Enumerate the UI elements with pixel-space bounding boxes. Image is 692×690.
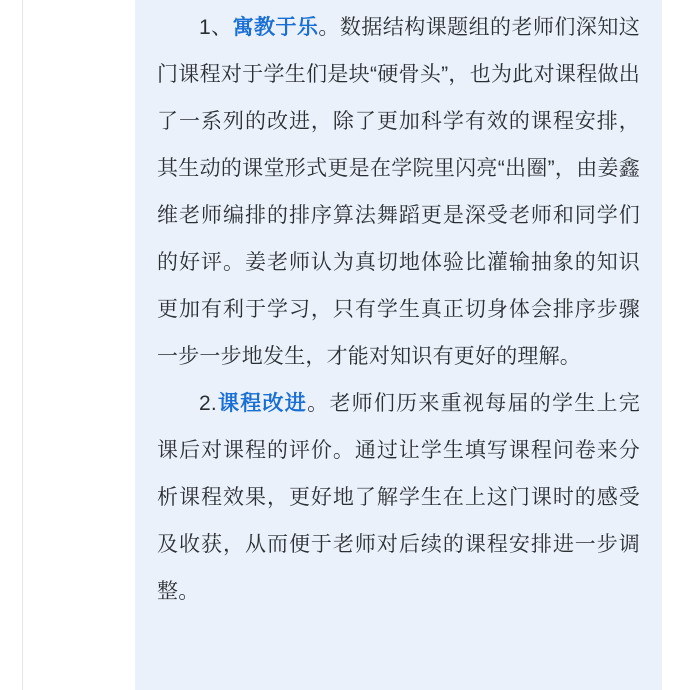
paragraph-1-body: 。数据结构课题组的老师们深知这门课程对于学生们是块“硬骨头”，也为此对课程做出了一系列的改进，除了更加科学有效的课程安排，其生动的课堂形式更是在学院里闪亮“出圈”，由姜鑫维老师编排的排序算法舞蹈更是深受老师和同学们的好评。姜老师认为真切地体验比灌输抽象的知识更加有利于学习，只有学生真正切身体会排序步骤一步一步地发生，才能对知识有更好的理解。 — [157, 16, 640, 368]
paragraph-2-body: 。老师们历来重视每届的学生上完课后对课程的评价。通过让学生填写课程问卷来分析课程效果，更好地了解学生在上这门课时的感受及收获，从而便于老师对后续的课程安排进一步调整。 — [157, 392, 640, 603]
paragraph-2 — [157, 380, 640, 615]
left-inner-margin — [23, 0, 135, 690]
paragraph-1 — [157, 0, 640, 380]
article-content-card — [135, 0, 662, 690]
left-margin — [0, 0, 22, 690]
paragraph-1-heading: 寓教于乐 — [232, 16, 319, 39]
right-margin — [662, 0, 692, 690]
paragraph-1-number: 1、 — [199, 16, 233, 39]
paragraph-2-heading: 课程改进 — [216, 392, 308, 415]
paragraph-2-number: 2. — [199, 392, 217, 415]
